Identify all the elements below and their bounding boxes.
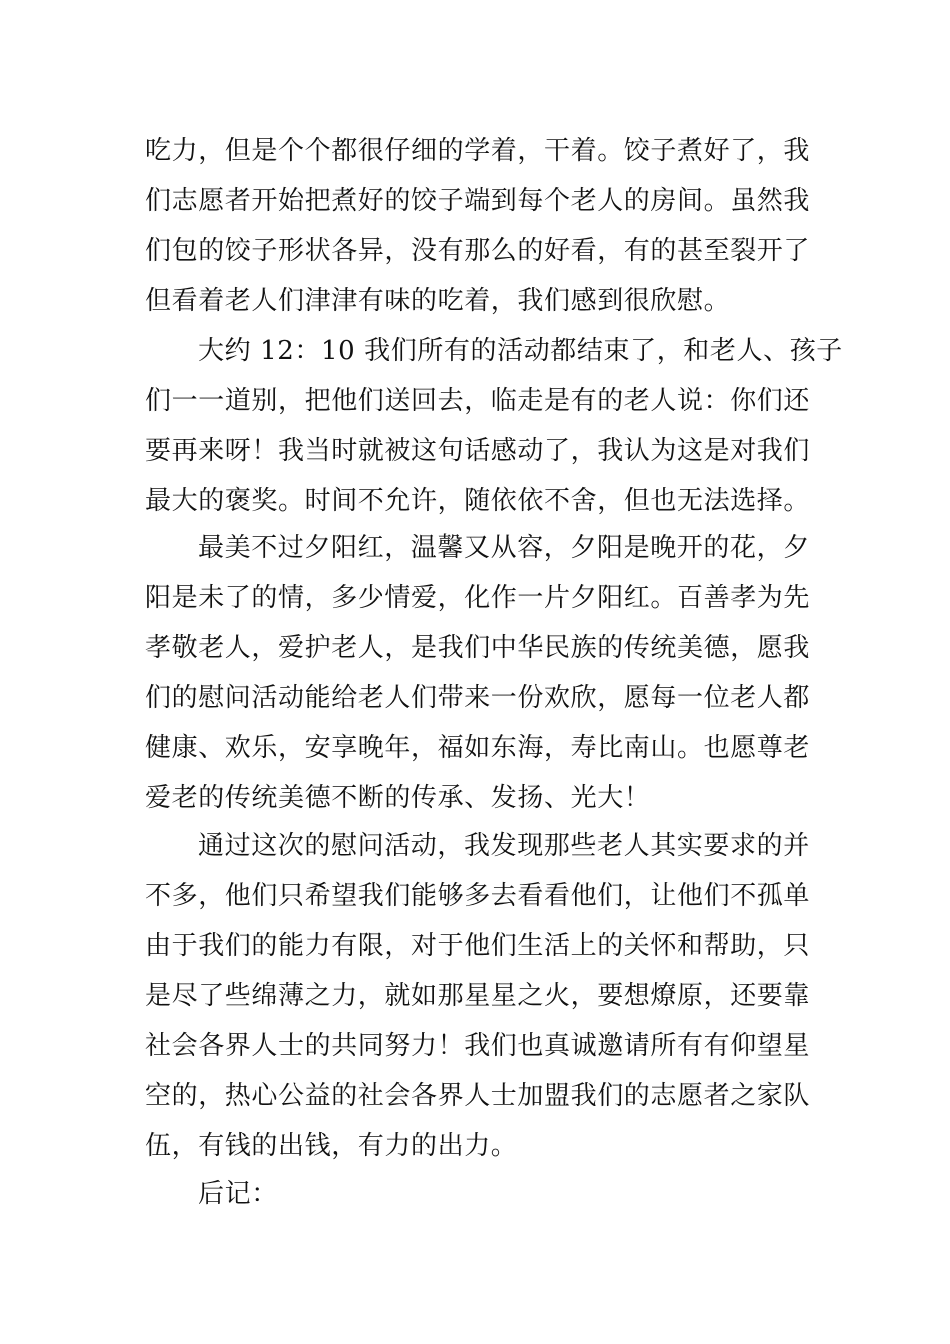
text-line: 不多，他们只希望我们能够多去看看他们，让他们不孤单 bbox=[145, 881, 811, 911]
text-line: 爱老的传统美德不断的传承、发扬、光大！ bbox=[145, 783, 651, 813]
text-line: 健康、欢乐，安享晚年，福如东海，寿比南山。也愿尊老 bbox=[145, 733, 811, 763]
text-line: 空的，热心公益的社会各界人士加盟我们的志愿者之家队 bbox=[145, 1081, 811, 1111]
text-line: 阳是未了的情，多少情爱，化作一片夕阳红。百善孝为先 bbox=[145, 583, 811, 613]
text-line: 伍，有钱的出钱，有力的出力。 bbox=[145, 1131, 518, 1161]
text-line: 们的慰问活动能给老人们带来一份欢欣，愿每一位老人都 bbox=[145, 683, 811, 713]
text-line: 吃力，但是个个都很仔细的学着，干着。饺子煮好了，我 bbox=[145, 136, 811, 166]
text-line: 是尽了些绵薄之力，就如那星星之火，要想燎原，还要靠 bbox=[145, 981, 811, 1011]
text-line: 社会各界人士的共同努力！我们也真诚邀请所有有仰望星 bbox=[145, 1031, 811, 1061]
text-line: 大约 12：10 我们所有的活动都结束了，和老人、孩子 bbox=[198, 336, 843, 366]
text-line: 后记： bbox=[198, 1179, 278, 1209]
text-line: 们一一道别，把他们送回去，临走是有的老人说：你们还 bbox=[145, 386, 811, 416]
text-line: 通过这次的慰问活动，我发现那些老人其实要求的并 bbox=[198, 831, 810, 861]
text-line: 们包的饺子形状各异，没有那么的好看，有的甚至裂开了 bbox=[145, 236, 811, 266]
text-line: 由于我们的能力有限，对于他们生活上的关怀和帮助，只 bbox=[145, 931, 811, 961]
text-line: 最大的褒奖。时间不允许，随依依不舍，但也无法选择。 bbox=[145, 486, 811, 516]
text-line: 但看着老人们津津有味的吃着，我们感到很欣慰。 bbox=[145, 286, 731, 316]
text-line: 孝敬老人，爱护老人，是我们中华民族的传统美德，愿我 bbox=[145, 633, 811, 663]
text-line: 最美不过夕阳红，温馨又从容，夕阳是晚开的花，夕 bbox=[198, 533, 810, 563]
text-line: 们志愿者开始把煮好的饺子端到每个老人的房间。虽然我 bbox=[145, 186, 811, 216]
text-line: 要再来呀！我当时就被这句话感动了，我认为这是对我们 bbox=[145, 436, 811, 466]
